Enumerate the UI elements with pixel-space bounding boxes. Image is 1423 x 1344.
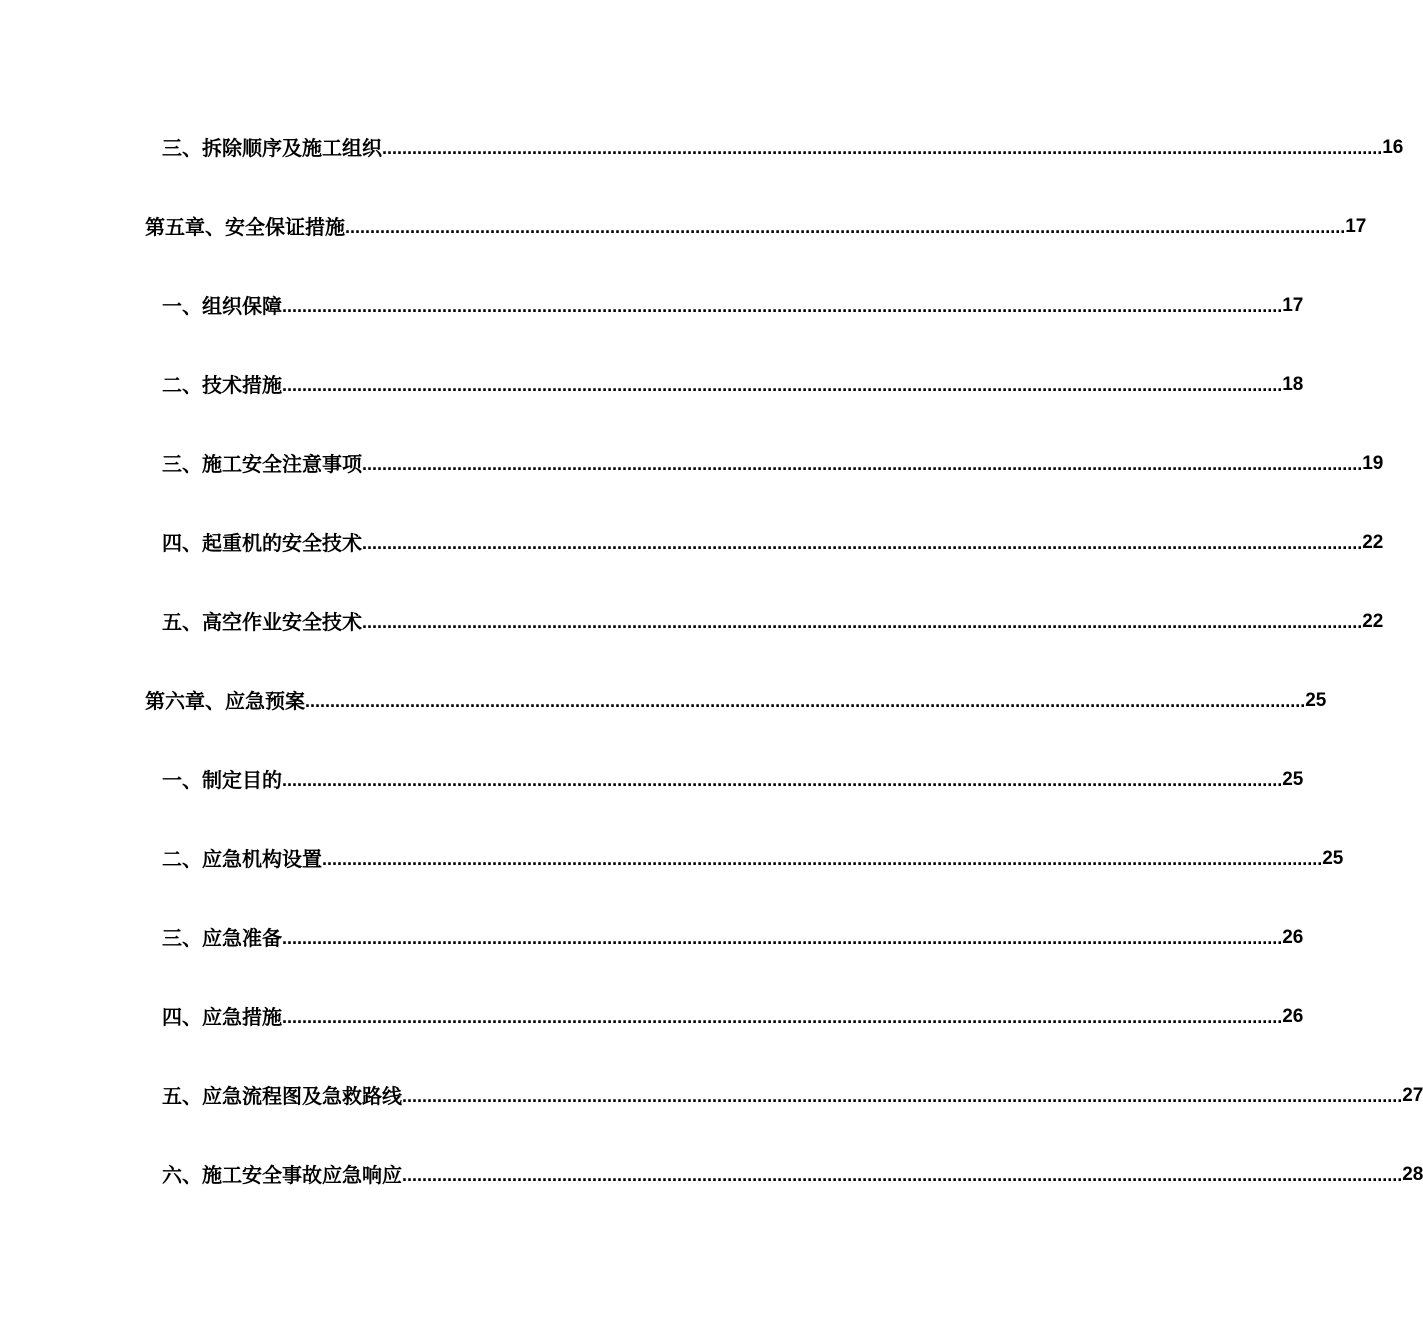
- toc-dot-leader: ........................................................................................................................................................................................................: [282, 1007, 1283, 1027]
- toc-entry-page: 17: [1345, 216, 1367, 237]
- toc-entry[interactable]: [162, 133, 1404, 163]
- toc-entry-title: 三、拆除顺序及施工组织: [162, 136, 382, 160]
- toc-entry-title: 六、施工安全事故应急响应: [162, 1163, 402, 1187]
- toc-entry-title: 一、组织保障: [162, 294, 282, 318]
- toc-entry-title: 第五章、安全保证措施: [145, 215, 345, 239]
- toc-entry-title: 四、应急措施: [162, 1005, 282, 1029]
- toc-dot-leader: ........................................................................................................................................................................................................: [282, 296, 1283, 316]
- toc-entry-page: 22: [1362, 611, 1384, 632]
- toc-entry-title: 二、技术措施: [162, 373, 282, 397]
- toc-entry[interactable]: [162, 607, 1384, 637]
- toc-dot-leader: ........................................................................................................................................................................................................: [402, 1165, 1403, 1185]
- toc-entry-page: 19: [1362, 453, 1384, 474]
- toc-dot-leader: ........................................................................................................................................................................................................: [402, 1086, 1403, 1106]
- toc-dot-leader: ........................................................................................................................................................................................................: [362, 454, 1363, 474]
- toc-entry-title: 一、制定目的: [162, 768, 282, 792]
- toc-dot-leader: ........................................................................................................................................................................................................: [282, 928, 1283, 948]
- toc-dot-leader: ........................................................................................................................................................................................................: [305, 691, 1306, 711]
- toc-entry-page: 22: [1362, 532, 1384, 553]
- toc-entry[interactable]: [145, 686, 1327, 716]
- toc-entry[interactable]: [162, 765, 1304, 795]
- toc-entry[interactable]: [162, 449, 1384, 479]
- toc-entry-title: 三、施工安全注意事项: [162, 452, 362, 476]
- toc-entry-title: 四、起重机的安全技术: [162, 531, 362, 555]
- toc-entry[interactable]: [162, 844, 1344, 874]
- toc-dot-leader: ........................................................................................................................................................................................................: [382, 138, 1383, 158]
- toc-entry-page: 28: [1402, 1164, 1423, 1185]
- toc-entry[interactable]: [162, 291, 1304, 321]
- toc-entry-page: 16: [1382, 137, 1404, 158]
- toc-entry-page: 25: [1322, 848, 1344, 869]
- toc-entry-page: 27: [1402, 1085, 1423, 1106]
- toc-entry[interactable]: [162, 528, 1384, 558]
- toc-dot-leader: ........................................................................................................................................................................................................: [345, 217, 1346, 237]
- toc-entry-page: 18: [1282, 374, 1304, 395]
- toc-entry-title: 二、应急机构设置: [162, 847, 322, 871]
- toc-dot-leader: ........................................................................................................................................................................................................: [322, 849, 1323, 869]
- toc-entry-title: 五、应急流程图及急救路线: [162, 1084, 402, 1108]
- toc-entry-title: 五、高空作业安全技术: [162, 610, 362, 634]
- toc-dot-leader: ........................................................................................................................................................................................................: [362, 533, 1363, 553]
- toc-entry-page: 26: [1282, 927, 1304, 948]
- toc-entry-title: 三、应急准备: [162, 926, 282, 950]
- toc-entry[interactable]: [162, 923, 1304, 953]
- toc-entry-page: 25: [1305, 690, 1327, 711]
- toc-entry[interactable]: [145, 212, 1367, 242]
- toc-entry-title: 第六章、应急预案: [145, 689, 305, 713]
- toc-entry[interactable]: [162, 1081, 1423, 1111]
- toc-dot-leader: ........................................................................................................................................................................................................: [282, 375, 1283, 395]
- toc-entry[interactable]: [162, 1160, 1423, 1190]
- toc-entry-page: 17: [1282, 295, 1304, 316]
- toc-dot-leader: ........................................................................................................................................................................................................: [362, 612, 1363, 632]
- toc-entry-page: 25: [1282, 769, 1304, 790]
- toc-dot-leader: ........................................................................................................................................................................................................: [282, 770, 1283, 790]
- toc-entry-page: 26: [1282, 1006, 1304, 1027]
- toc-entry[interactable]: [162, 1002, 1304, 1032]
- toc-entry[interactable]: [162, 370, 1304, 400]
